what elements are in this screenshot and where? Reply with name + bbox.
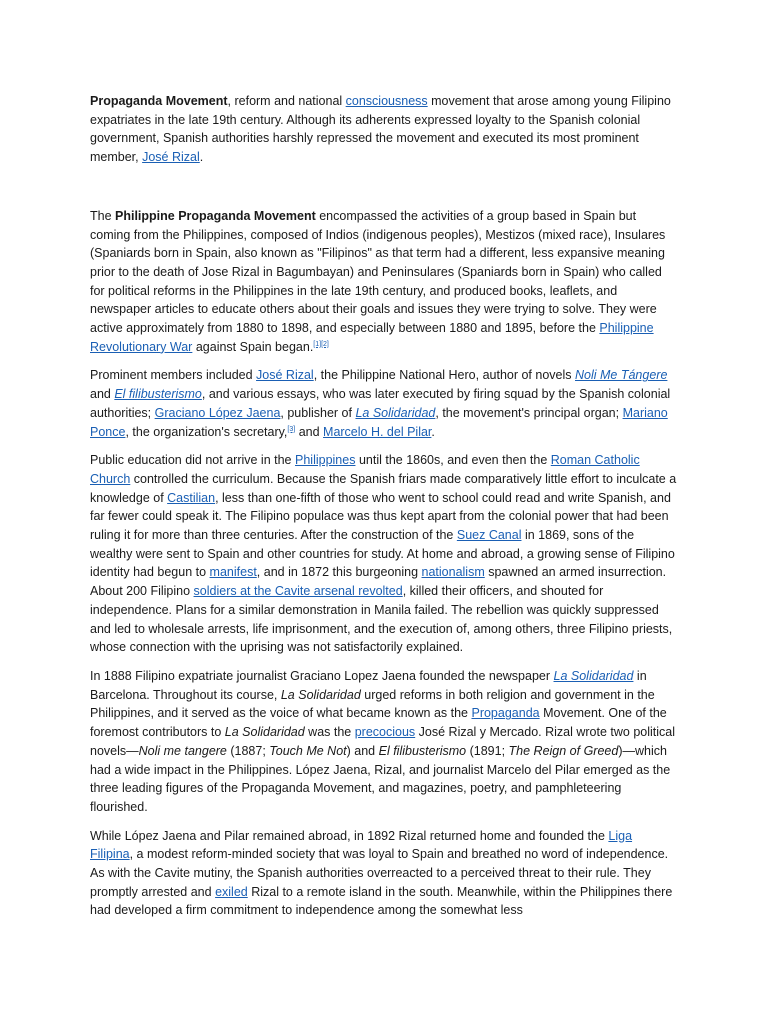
text: In 1888 Filipino expatriate journalist Graciano Lopez Jaena founded the newspaper: [90, 668, 554, 683]
link-exiled[interactable]: exiled: [215, 884, 248, 899]
text: El filibusterismo: [114, 387, 202, 402]
text: The Reign of Greed: [508, 743, 619, 758]
text: (1887;: [226, 743, 270, 758]
text: , publisher of: [280, 405, 356, 420]
text: Prominent members included: [90, 368, 257, 383]
text: .: [199, 150, 204, 165]
text: , and various essays, who was later executed by firing squad by the Spanish colonial authorities;: [90, 387, 671, 420]
text: La Solidaridad: [224, 725, 305, 740]
document-body: [90, 92, 678, 920]
intro-paragraph: [90, 92, 678, 167]
paragraph-definition: [90, 207, 678, 357]
link-nationalism[interactable]: nationalism: [421, 565, 485, 580]
paragraph-la-solidaridad: [90, 667, 678, 817]
text: , reform and national: [227, 94, 346, 108]
paragraph-education: [90, 451, 678, 657]
link-marcelo-del-pilar[interactable]: Marcelo H. del Pilar: [323, 424, 432, 439]
text: Noli Me Tángere: [575, 368, 668, 383]
link-el-filibusterismo[interactable]: [114, 387, 202, 401]
text: against Spain began.: [192, 339, 314, 354]
link-philippines[interactable]: Philippines: [295, 453, 356, 468]
text: La Solidaridad: [355, 405, 436, 420]
link-la-solidaridad-2[interactable]: [554, 669, 634, 683]
link-cavite-revolt[interactable]: soldiers at the Cavite arsenal revolted: [193, 584, 403, 599]
text: was the: [304, 725, 355, 740]
paragraph-members: [90, 366, 678, 441]
link-castilian[interactable]: Castilian: [167, 490, 216, 505]
text: , less than one-fifth of those who went to school could read and write Spanish, and far fewer could speak it. The Filipino populace was thus kept apart from the colonial power that had been ruling it for more than three centuries. After the construction of the: [90, 490, 671, 543]
text: until the 1860s, and even then the: [355, 453, 551, 468]
text: , the movement's principal organ;: [435, 405, 623, 420]
intro-term: Propaganda Movement: [90, 94, 228, 108]
link-graciano-lopez-jaena[interactable]: Graciano López Jaena: [154, 405, 281, 420]
text: The: [90, 208, 116, 223]
definition-term: Philippine Propaganda Movement: [115, 208, 316, 223]
text: and: [90, 387, 115, 402]
text: , the Philippine National Hero, author of novels: [313, 368, 575, 383]
link-liga-filipina[interactable]: Liga Filipina: [90, 828, 633, 862]
text: While López Jaena and Pilar remained abroad, in 1892 Rizal returned home and founded the: [90, 828, 609, 843]
text: controlled the curriculum. Because the Spanish friars made comparatively little effort to inculcate a knowledge of: [90, 471, 677, 505]
link-suez-canal[interactable]: Suez Canal: [456, 528, 522, 543]
text: in 1869, sons of the wealthy were sent to Spain and other countries for study. At home and abroad, a growing sense of Filipino identity had begun to: [90, 528, 675, 580]
text: José Rizal y Mercado. Rizal wrote two political novels—: [90, 725, 676, 758]
link-manifest[interactable]: manifest: [209, 565, 257, 580]
text: ) and: [346, 743, 379, 758]
text: , killed their officers, and shouted for independence. Plans for a similar demonstration in Manila failed. The rebellion was quickly suppressed and led to wholesale arrests, life imprisonment, and the execution of, among others, three Filipino priests, whose connection with the uprising was not satisfactorily explained.: [90, 584, 673, 655]
link-propaganda[interactable]: Propaganda: [471, 706, 540, 721]
text: )—which had a wide impact in the Philippines. López Jaena, Rizal, and journalist Marcelo del Pilar emerged as the three leading figures of the Propaganda Movement, and magazines, poetry, and pamphleteering flourished.: [90, 743, 671, 814]
text: Public education did not arrive in the: [90, 453, 295, 468]
footnote-1-2[interactable]: [1][2]: [313, 340, 329, 348]
link-mariano-ponce[interactable]: Mariano Ponce: [90, 405, 668, 439]
footnote-3[interactable]: [3]: [287, 425, 296, 433]
text: spawned an armed insurrection. About 200 Filipino: [90, 565, 667, 599]
text: (1891;: [466, 743, 509, 758]
link-philippine-revolutionary-war[interactable]: Philippine Revolutionary War: [90, 321, 654, 354]
text: , and in 1872 this burgeoning: [256, 565, 422, 580]
link-jose-rizal-2[interactable]: José Rizal: [256, 368, 314, 383]
text: movement that arose among young Filipino expatriates in the late 19th century. Although its adherents expressed loyalty to the Spanish colonial government, Spanish authorities harshly repressed the movement and executed its most prominent member,: [90, 94, 671, 165]
link-jose-rizal[interactable]: José Rizal: [142, 150, 200, 165]
link-roman-catholic-church[interactable]: Roman Catholic Church: [90, 453, 640, 486]
text: Movement. One of the foremost contributors to: [90, 706, 667, 740]
link-precocious[interactable]: precocious: [354, 725, 416, 740]
link-noli-me-tangere[interactable]: [575, 368, 667, 382]
text: and: [295, 424, 324, 439]
link-consciousness[interactable]: consciousness: [345, 94, 428, 108]
text: La Solidaridad: [280, 687, 361, 702]
text: Touch Me Not: [269, 743, 347, 758]
text: El filibusterismo: [378, 743, 467, 758]
text: encompassed the activities of a group based in Spain but coming from the Philippines, composed of Indios (indigenous peoples), Mestizos (mixed race), Insulares (Spaniards born in Spain, also known as "Filipinos" as that term had a different, less expansive meaning prior to the death of Jose Rizal in Bagumbayan) and Peninsulares (Spaniards born in Spain) who called for political reforms in the Philippines in the late 19th century, and produced books, leaflets, and newspaper articles to educate others about their goals and issues they were trying to solve. They were active approximately from 1880 to 1898, and especially between 1880 and 1895, before the: [90, 208, 666, 336]
text: , a modest reform-minded society that was loyal to Spain and breathed no word of independence. As with the Cavite mutiny, the Spanish authorities overreacted to a perceived threat to their rule. They promptly arrested and: [90, 847, 669, 899]
link-la-solidaridad[interactable]: [355, 406, 435, 420]
text: .: [431, 424, 435, 439]
text: Rizal to a remote island in the south. Meanwhile, within the Philippines there had developed a firm commitment to independence among the somewhat less: [90, 884, 673, 918]
text: Noli me tangere: [138, 743, 227, 758]
text: in Barcelona. Throughout its course,: [90, 668, 647, 702]
paragraph-liga-filipina: [90, 827, 678, 921]
text: , the organization's secretary,: [125, 424, 288, 439]
text: urged reforms in both religion and government in the Philippines, and it served as the voice of what became known as the: [90, 687, 655, 721]
text: La Solidaridad: [553, 668, 634, 683]
